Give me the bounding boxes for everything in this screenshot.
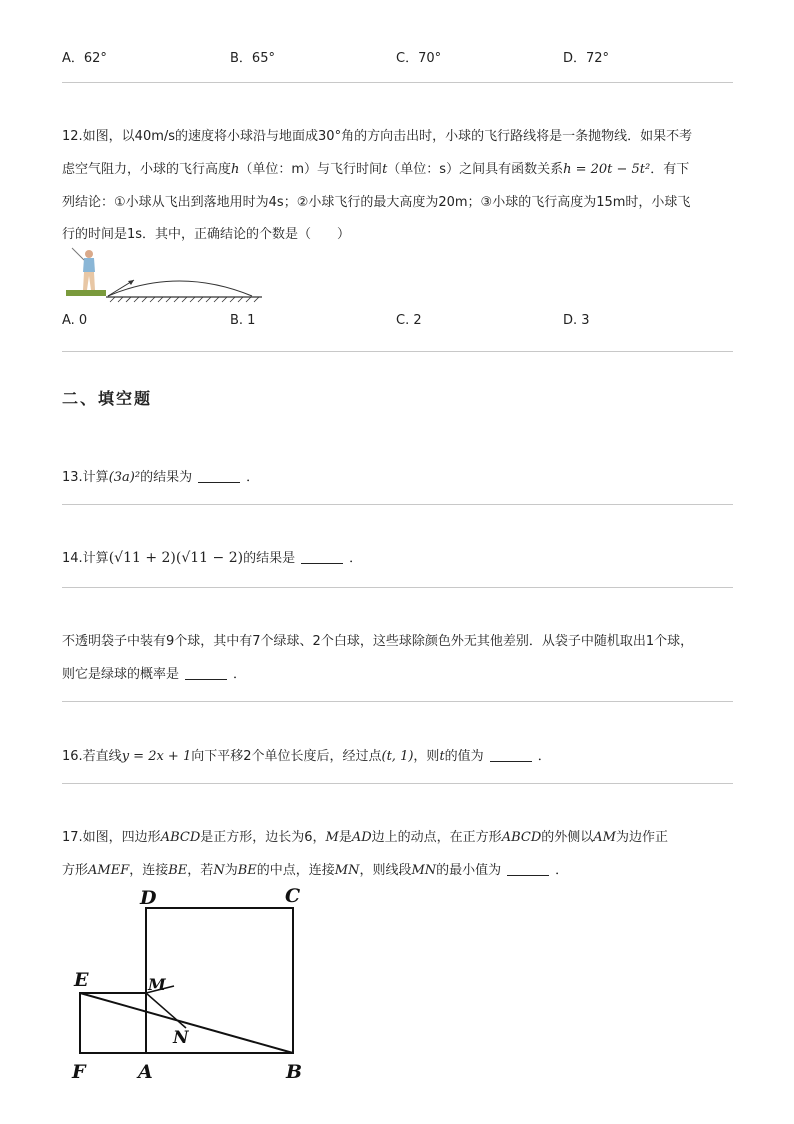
divider — [62, 783, 733, 784]
label-e: E — [74, 969, 89, 991]
q13-text: 的结果为 — [140, 470, 193, 485]
q12-option-d: D. 3 — [563, 313, 590, 328]
answer-blank[interactable] — [185, 679, 227, 680]
q17-var: ABCD — [160, 830, 201, 845]
q12-line-2 — [62, 158, 689, 177]
q17-text: 的外侧以 — [541, 830, 594, 845]
q14-text: 的结果是 — [243, 551, 296, 566]
q12-formula: h = 20t − 5t² — [563, 162, 651, 177]
q17-var: BE — [168, 863, 188, 878]
q13-expression: (3a)² — [108, 470, 141, 485]
q12-option-c: C. 2 — [396, 313, 422, 328]
q12-option-a: A. 0 — [62, 313, 88, 328]
q17-figure — [60, 880, 320, 1085]
divider — [62, 351, 733, 352]
q17-var: N — [213, 863, 225, 878]
q17-text: 边上的动点，在正方形 — [371, 830, 502, 845]
label-f: F — [72, 1061, 86, 1083]
q16-point: (t, 1) — [381, 749, 414, 764]
label-a: A — [138, 1061, 153, 1083]
q17-line-1 — [62, 826, 668, 845]
q12-line-1: 12.如图，以40m/s的速度将小球沿与地面成30°角的方向击出时，小球的飞行路线将是一条抛物线．如果不考 — [62, 129, 693, 144]
q17-var: AM — [593, 830, 616, 845]
q17-text: 为 — [224, 863, 238, 878]
q16-text: ． — [537, 749, 551, 764]
q13-text: ． — [246, 470, 260, 485]
q16-text: ，则 — [413, 749, 440, 764]
q12-line-4: 行的时间是1s．其中，正确结论的个数是（ ） — [62, 227, 351, 242]
q17-text: 是 — [338, 830, 352, 845]
q11-option-a: A．62° — [62, 51, 107, 66]
q17-text: 17.如图，四边形 — [62, 830, 161, 845]
square-abcd — [146, 908, 293, 1053]
q16-text: 16.若直线 — [62, 749, 122, 764]
q13-line — [62, 466, 259, 485]
q14-text: ． — [349, 551, 363, 566]
q12-var-t: t — [382, 162, 388, 177]
q16-var-t: t — [439, 749, 445, 764]
q17-text: 方形 — [62, 863, 89, 878]
q17-text: ，连接 — [129, 863, 169, 878]
q17-var: MN — [334, 863, 360, 878]
segment-mn — [146, 993, 186, 1028]
q12-text: （单位：s）之间具有函数关系 — [387, 162, 564, 177]
q17-var: ABCD — [501, 830, 542, 845]
q13-text: 13.计算 — [62, 470, 109, 485]
answer-blank[interactable] — [198, 482, 240, 483]
q12-text: ．有下 — [650, 162, 690, 177]
q11-option-c: C．70° — [396, 51, 442, 66]
answer-blank[interactable] — [507, 875, 549, 876]
q17-text: 的最小值为 — [436, 863, 502, 878]
q17-text: 是正方形，边长为6， — [200, 830, 326, 845]
arrow-head-icon — [128, 280, 134, 285]
divider — [62, 82, 733, 83]
q15-text: 则它是绿球的概率是 — [62, 667, 180, 682]
q15-text: ． — [233, 667, 247, 682]
q16-text: 向下平移2个单位长度后，经过点 — [191, 749, 382, 764]
section-title: 二、填空题 — [62, 389, 153, 408]
divider — [62, 701, 733, 702]
q12-figure — [62, 244, 267, 306]
q17-text: ，则线段 — [359, 863, 412, 878]
q11-option-b: B．65° — [230, 51, 275, 66]
label-m: M — [148, 975, 166, 994]
divider — [62, 504, 733, 505]
q12-line-3: 列结论：①小球从飞出到落地用时为4s；②小球飞行的最大高度为20m；③小球的飞行高度为15m时，小球飞 — [62, 195, 691, 210]
q15-line-2 — [62, 663, 246, 682]
q17-var: M — [325, 830, 339, 845]
q17-var: AMEF — [88, 863, 130, 878]
q15-line-1: 不透明袋子中装有9个球，其中有7个绿球、2个白球，这些球除颜色外无其他差别．从袋子中随机取出1个球， — [62, 634, 694, 649]
label-n: N — [173, 1028, 189, 1048]
q17-text: ，若 — [187, 863, 214, 878]
q17-text: ． — [555, 863, 569, 878]
q17-var: BE — [237, 863, 257, 878]
answer-blank[interactable] — [490, 761, 532, 762]
q17-line-2 — [62, 859, 568, 878]
q11-option-d: D．72° — [563, 51, 610, 66]
q17-text: 为边作正 — [615, 830, 668, 845]
divider — [62, 587, 733, 588]
q14-expression: (√11 + 2)(√11 − 2) — [108, 550, 244, 566]
q12-var-h: h — [231, 162, 240, 177]
golfer-figure — [66, 248, 106, 296]
q16-expression: y = 2x + 1 — [121, 749, 192, 764]
answer-blank[interactable] — [301, 563, 343, 564]
q12-text: （单位：m）与飞行时间 — [239, 162, 383, 177]
q16-text: 的值为 — [444, 749, 484, 764]
q17-text: 的中点，连接 — [256, 863, 335, 878]
q17-var: MN — [411, 863, 437, 878]
label-b: B — [286, 1061, 303, 1083]
q14-line — [62, 547, 362, 566]
q14-text: 14.计算 — [62, 551, 109, 566]
label-c: C — [285, 885, 301, 907]
q12-text: 虑空气阻力，小球的飞行高度 — [62, 162, 232, 177]
q12-option-b: B. 1 — [230, 313, 256, 328]
label-d: D — [140, 887, 157, 909]
q17-var: AD — [351, 830, 372, 845]
ground-hatch — [110, 297, 259, 302]
q16-line — [62, 745, 551, 764]
